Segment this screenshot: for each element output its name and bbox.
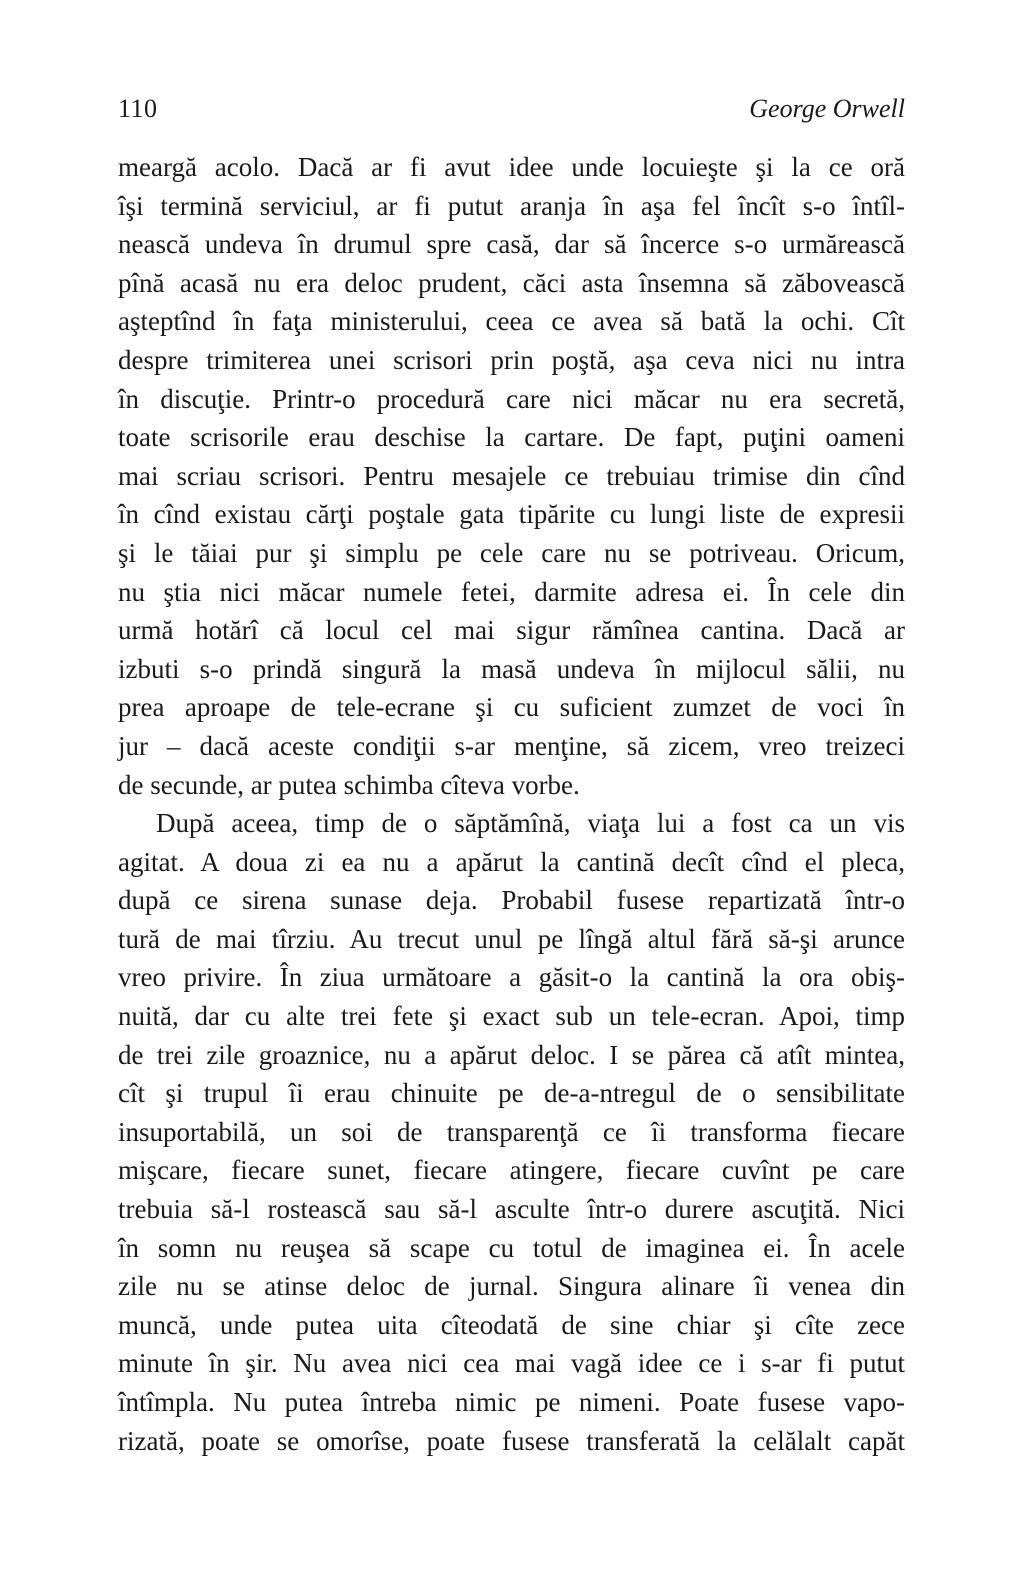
text-line: aşteptînd în faţa ministerului, ceea ce avea să bată la ochi. Cît	[118, 306, 905, 337]
text-line: După aceea, timp de o săptămînă, viaţa lui a fost ca un vis	[156, 808, 905, 839]
text-line: minute în şir. Nu avea nici cea mai vagă idee ce i s-ar fi putut	[118, 1348, 905, 1379]
paragraph	[118, 148, 905, 804]
text-line: zile nu se atinse deloc de jurnal. Singura alinare îi venea din	[118, 1271, 905, 1302]
text-line: trebuia să-l rostească sau să-l asculte într-o durere ascuţită. Nici	[118, 1194, 905, 1225]
text-line: în cînd existau cărţi poştale gata tipărite cu lungi liste de expresii	[118, 499, 905, 530]
text-line: jur – dacă aceste condiţii s-ar menţine, să zicem, vreo treizeci	[118, 730, 905, 761]
text-block	[118, 148, 905, 1460]
text-line: toate scrisorile erau deschise la cartare. De fapt, puţini oameni	[118, 422, 905, 453]
text-line: în somn nu reuşea să scape cu totul de imaginea ei. În acele	[118, 1232, 905, 1263]
text-line: întîmpla. Nu putea întreba nimic pe nimeni. Poate fusese vapo-	[118, 1387, 905, 1417]
text-line: după ce sirena sunase deja. Probabil fusese repartizată într-o	[118, 885, 905, 916]
text-line: nu ştia nici măcar numele fetei, darmite adresa ei. În cele din	[118, 576, 905, 607]
text-line: mişcare, fiecare sunet, fiecare atingere, fiecare cuvînt pe care	[118, 1155, 905, 1186]
text-line: nuită, dar cu alte trei fete şi exact sub un tele-ecran. Apoi, timp	[118, 1001, 905, 1032]
text-line: prea aproape de tele-ecrane şi cu suficient zumzet de voci în	[118, 692, 905, 723]
text-line: rizată, poate se omorîse, poate fusese transferată la celălalt capăt	[118, 1425, 905, 1456]
text-line: îşi termină serviciul, ar fi putut aranja în aşa fel încît s-o întîl-	[118, 190, 905, 221]
text-line: şi le tăiai pur şi simplu pe cele care nu se potriveau. Oricum,	[118, 537, 905, 568]
text-line: vreo privire. În ziua următoare a găsit-o la cantină la ora obiş-	[118, 962, 905, 993]
text-line: în discuţie. Printr-o procedură care nici măcar nu era secretă,	[118, 383, 905, 414]
text-line: despre trimiterea unei scrisori prin poştă, aşa ceva nici nu intra	[118, 344, 905, 375]
text-line: insuportabilă, un soi de transparenţă ce îi transforma fiecare	[118, 1116, 905, 1147]
text-line: tură de mai tîrziu. Au trecut unul pe lîngă altul fără să-şi arunce	[118, 923, 905, 954]
author-running-head: George Orwell	[749, 94, 905, 123]
text-line: de trei zile groaznice, nu a apărut deloc. I se părea că atît mintea,	[118, 1039, 905, 1070]
text-line: agitat. A doua zi ea nu a apărut la cantină decît cînd el pleca,	[118, 846, 905, 877]
text-line: de secunde, ar putea schimba cîteva vorbe.	[118, 769, 580, 800]
text-line: meargă acolo. Dacă ar fi avut idee unde locuieşte şi la ce oră	[118, 152, 905, 182]
text-line: cît şi trupul îi erau chinuite pe de-a-ntregul de o sensibilitate	[118, 1078, 905, 1109]
text-line: pînă acasă nu era deloc prudent, căci asta însemna să zăbovească	[118, 267, 905, 298]
text-line: urmă hotărî că locul cel mai sigur rămînea cantina. Dacă ar	[118, 615, 905, 646]
text-line: nească undeva în drumul spre casă, dar să încerce s-o urmărească	[118, 229, 905, 260]
text-line: izbuti s-o prindă singură la masă undeva în mijlocul sălii, nu	[118, 653, 905, 684]
text-line: mai scriau scrisori. Pentru mesajele ce trebuiau trimise din cînd	[118, 460, 905, 491]
running-header	[118, 94, 905, 124]
paragraph	[118, 804, 905, 1460]
text-line: muncă, unde putea uita cîteodată de sine chiar şi cîte zece	[118, 1309, 905, 1340]
page-number: 110	[118, 94, 158, 123]
